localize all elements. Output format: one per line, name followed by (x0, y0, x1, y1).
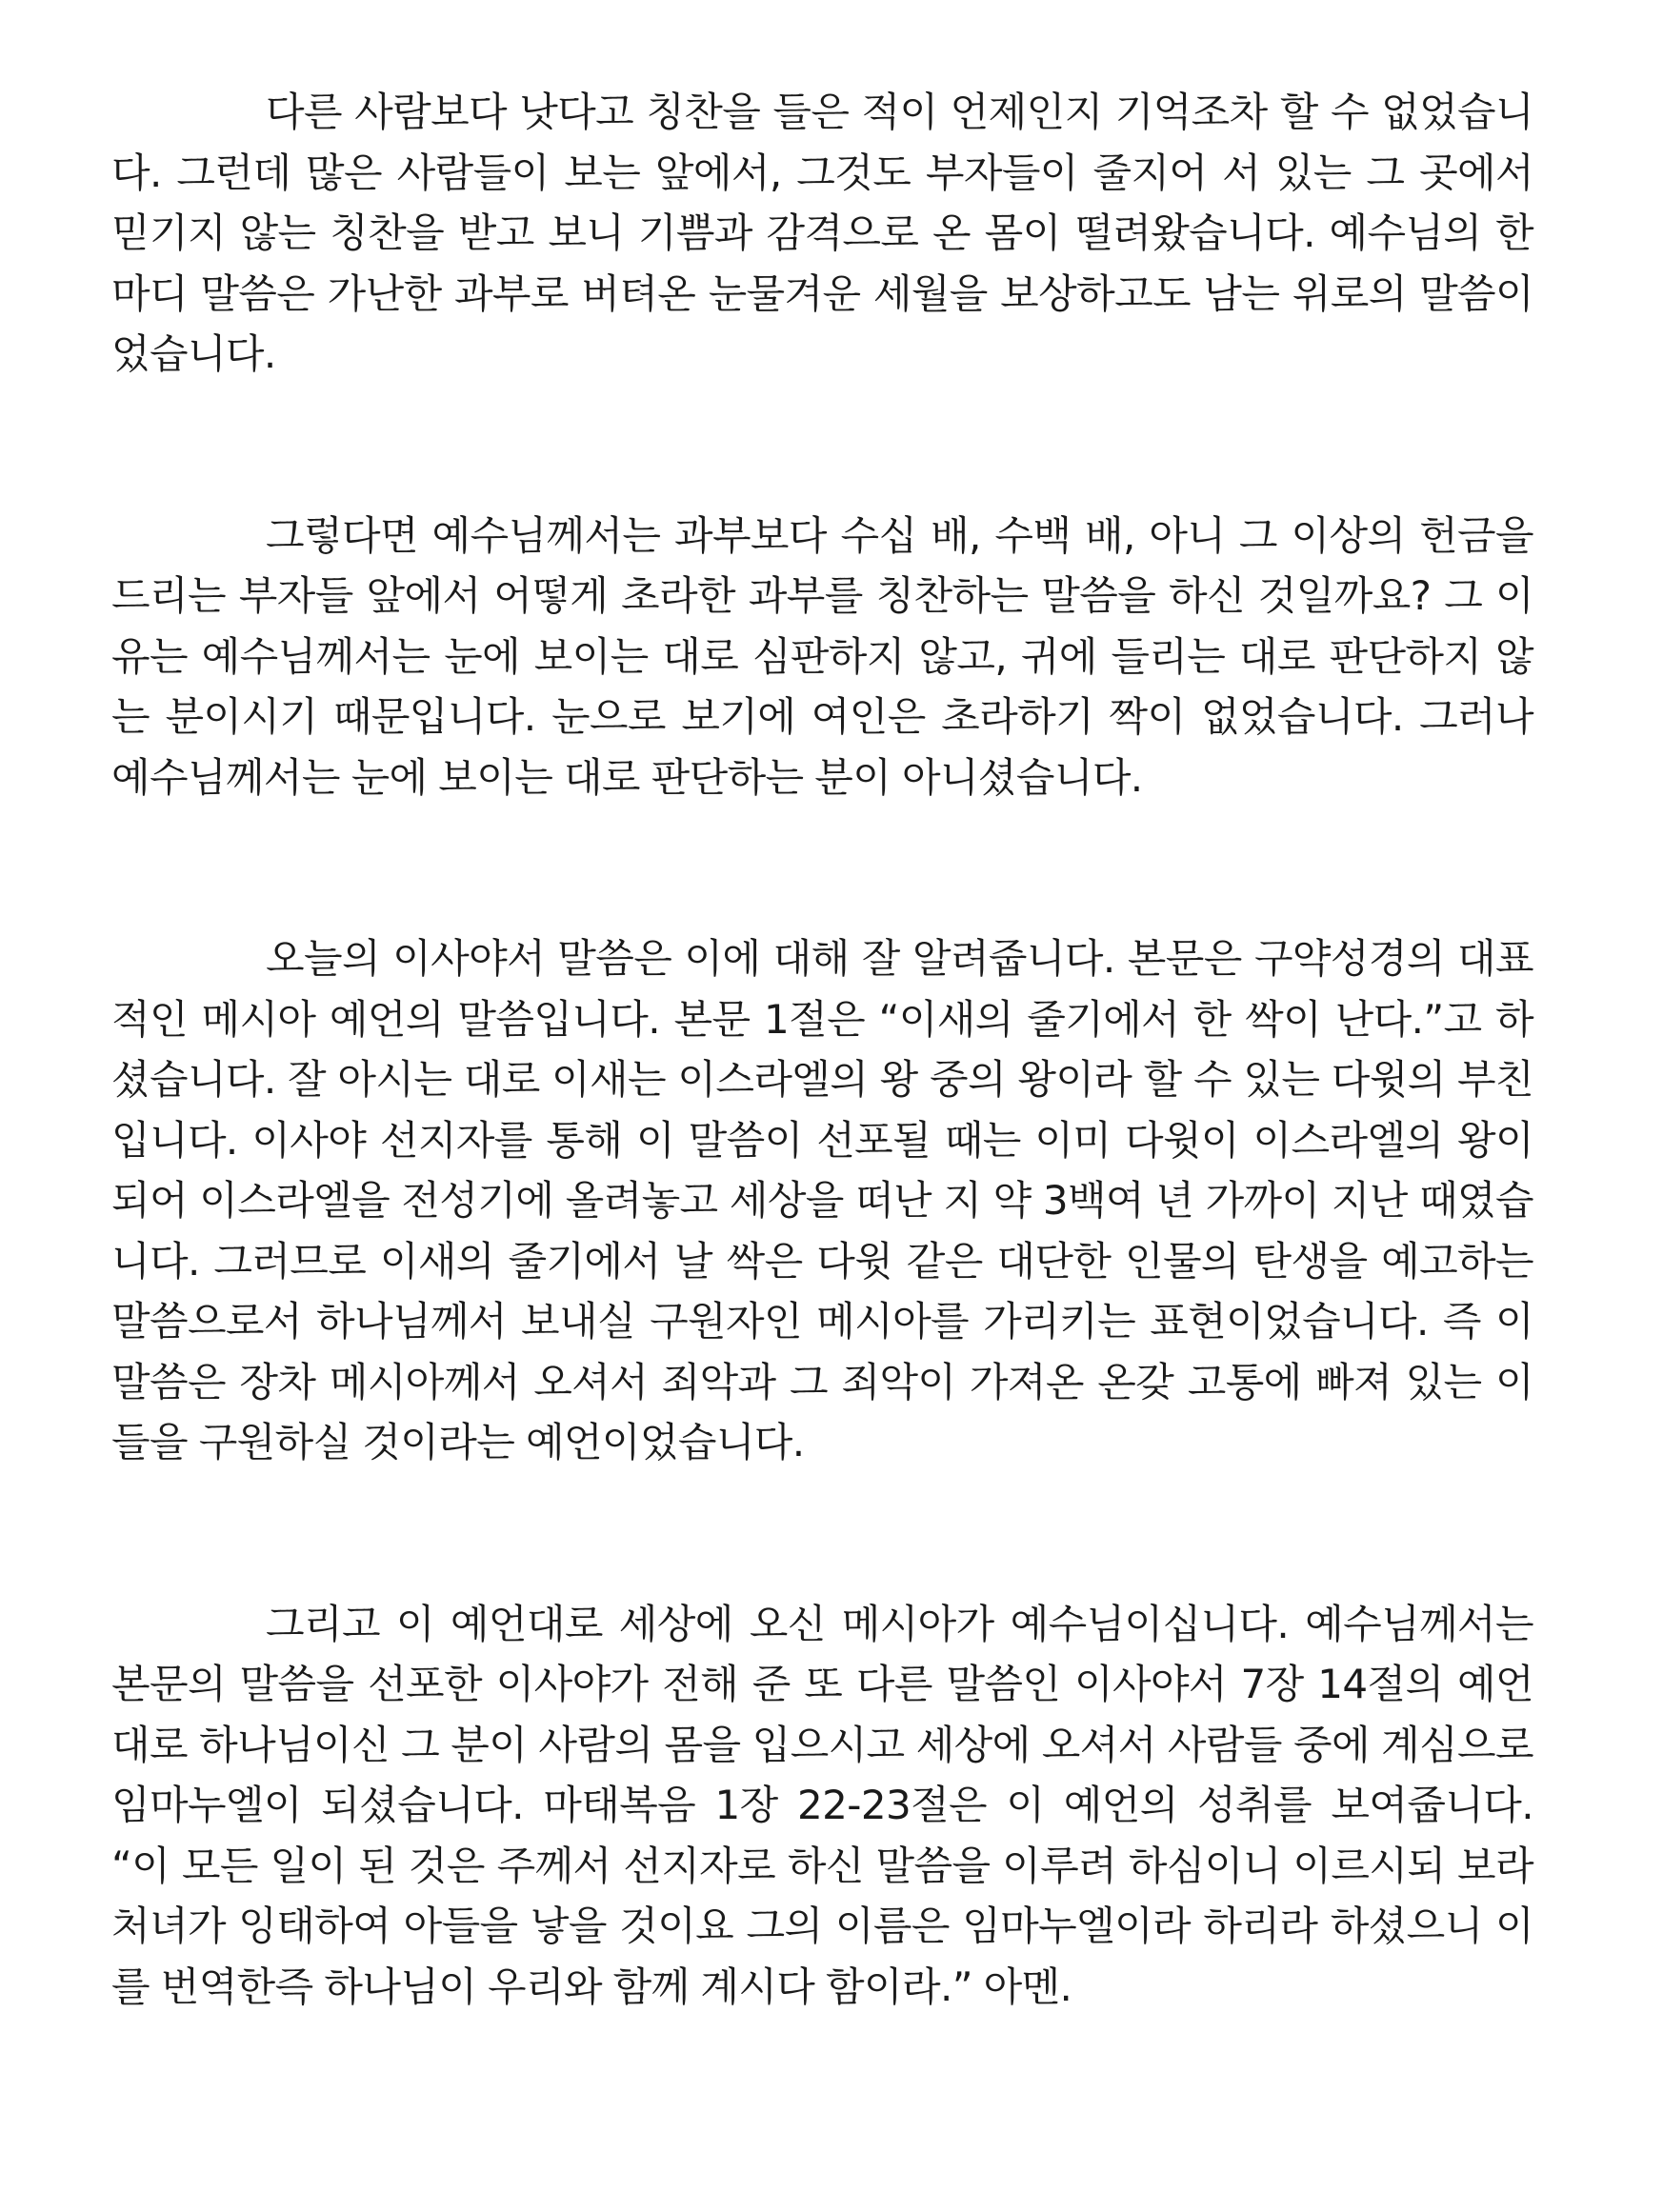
paragraph-1: 다른 사람보다 낫다고 칭찬을 들은 적이 언제인지 기억조차 할 수 없었습니다. 그런데 많은 사람들이 보는 앞에서, 그것도 부자들이 줄지어 서 있는 그 곳에서 믿기지 않는 칭찬을 받고 보니 기쁨과 감격으로 온 몸이 떨려왔습니다. 예수님의 한 마디 말씀은 가난한 과부로 버텨온 눈물겨운 세월을 보상하고도 남는 위로의 말씀이었습니다. (111, 89, 1533, 377)
paragraph-2: 그렇다면 예수님께서는 과부보다 수십 배, 수백 배, 아니 그 이상의 헌금을 드리는 부자들 앞에서 어떻게 초라한 과부를 칭찬하는 말씀을 하신 것일까요? 그 이유는 예수님께서는 눈에 보이는 대로 심판하지 않고, 귀에 들리는 대로 판단하지 않는 분이시기 때문입니다. 눈으로 보기에 여인은 초라하기 짝이 없었습니다. 그러나 예수님께서는 눈에 보이는 대로 판단하는 분이 아니셨습니다. (111, 511, 1533, 801)
paragraph-4: 그리고 이 예언대로 세상에 오신 메시아가 예수님이십니다. 예수님께서는 본문의 말씀을 선포한 이사야가 전해 준 또 다른 말씀인 이사야서 7장 14절의 예언대로 하나님이신 그 분이 사람의 몸을 입으시고 세상에 오셔서 사람들 중에 계심으로 임마누엘이 되셨습니다. 마태복음 1장 22-23절은 이 예언의 성취를 보여줍니다. “이 모든 일이 된 것은 주께서 선지자로 하신 말씀을 이루려 하심이니 이르시되 보라 처녀가 잉태하여 아들을 낳을 것이요 그의 이름은 임마누엘이라 하리라 하셨으니 이를 번역한즉 하나님이 우리와 함께 계시다 함이라.” 아멘. (111, 1600, 1533, 2010)
document-page (111, 82, 1533, 2017)
paragraph-3: 오늘의 이사야서 말씀은 이에 대해 잘 알려줍니다. 본문은 구약성경의 대표적인 메시아 예언의 말씀입니다. 본문 1절은 “이새의 줄기에서 한 싹이 난다.”고 하셨습니다. 잘 아시는 대로 이새는 이스라엘의 왕 중의 왕이라 할 수 있는 다윗의 부친입니다. 이사야 선지자를 통해 이 말씀이 선포될 때는 이미 다윗이 이스라엘의 왕이 되어 이스라엘을 전성기에 올려놓고 세상을 떠난 지 약 3백여 년 가까이 지난 때였습니다. 그러므로 이새의 줄기에서 날 싹은 다윗 같은 대단한 인물의 탄생을 예고하는 말씀으로서 하나님께서 보내실 구원자인 메시아를 가리키는 표현이었습니다. 즉 이 말씀은 장차 메시아께서 오셔서 죄악과 그 죄악이 가져온 온갖 고통에 빠져 있는 이들을 구원하실 것이라는 예언이었습니다. (111, 935, 1533, 1465)
